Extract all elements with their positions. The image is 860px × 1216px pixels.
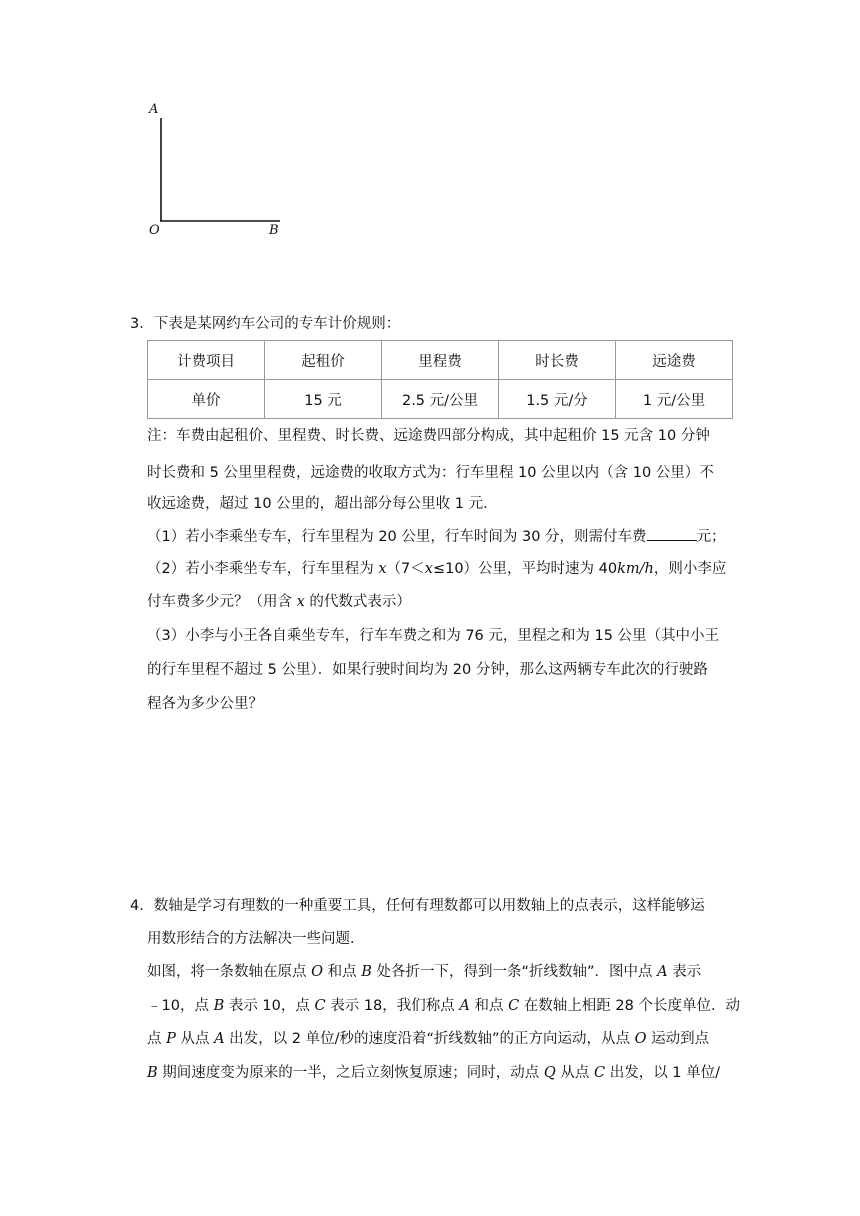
point-c: C — [314, 998, 326, 1014]
q4-text: 处各折一下，得到一条“折线数轴”．图中点 — [371, 964, 658, 980]
q3-part-2-line-1 — [147, 559, 726, 579]
q4-line-5 — [147, 1029, 709, 1049]
fee-cell: 15 元 — [265, 380, 382, 419]
q4-text: 表示 18，我们称点 — [325, 998, 460, 1014]
point-c: C — [593, 1065, 606, 1081]
point-a: A — [657, 964, 668, 980]
point-p: P — [166, 1031, 176, 1047]
q4-text: 点 — [147, 1031, 167, 1047]
fee-table-header-row — [148, 341, 733, 380]
fee-header-cell: 时长费 — [499, 341, 616, 380]
fee-header-cell: 远途费 — [616, 341, 733, 380]
point-b: B — [213, 998, 225, 1014]
q3-note-line-2: 时长费和 5 公里里程费，远途费的收取方式为：行车里程 10 公里以内（含 10 公里）不 — [147, 465, 714, 481]
fee-header-cell: 里程费 — [382, 341, 499, 380]
q3-part-3-line-2: 的行车里程不超过 5 公里）．如果行驶时间均为 20 分钟，那么这两辆专车此次的行驶路 — [147, 662, 708, 678]
q4-text: 表示 — [667, 964, 702, 980]
q4-text: 如图，将一条数轴在原点 — [147, 964, 312, 980]
q4-text: 运动到点 — [646, 1031, 710, 1047]
fee-cell: 1 元/公里 — [616, 380, 733, 419]
q3-note-line-3: 收远途费，超过 10 公里的，超出部分每公里收 1 元． — [147, 496, 498, 512]
fee-cell: 单价 — [148, 380, 265, 419]
q3-part-2-text: （2）若小李乘坐专车，行车里程为 — [147, 561, 379, 577]
point-q: Q — [543, 1065, 556, 1081]
point-a: A — [214, 1031, 225, 1047]
point-c: C — [508, 998, 520, 1014]
unit-kmh: km/h — [617, 561, 654, 577]
q4-text: 和点 — [323, 964, 362, 980]
q3-part-1-unit: 元； — [696, 529, 726, 545]
q4-text: 从点 — [175, 1031, 215, 1047]
point-o: O — [311, 964, 323, 980]
q3-part-3-line-3: 程各为多少公里？ — [147, 696, 263, 712]
q3-title: 3．下表是某网约车公司的专车计价规则： — [130, 316, 401, 332]
q4-text: ﹣10，点 — [147, 998, 214, 1014]
q3-part-2-text: ≤10）公里，平均时速为 40 — [432, 561, 618, 577]
q3-part-2-text: 付车费多少元？（用含 — [147, 594, 297, 610]
label-a: A — [149, 102, 159, 117]
q4-line-6 — [147, 1063, 720, 1083]
q4-line-4 — [147, 996, 740, 1016]
q4-line-3 — [147, 962, 701, 982]
q3-part-1-text: （1）若小李乘坐专车，行车里程为 20 公里，行车时间为 30 分，则需付车费 — [147, 529, 647, 545]
label-b: B — [269, 223, 279, 238]
var-x: x — [378, 561, 387, 577]
fee-table-row — [148, 380, 733, 419]
var-x: x — [296, 594, 305, 610]
point-a: A — [459, 998, 470, 1014]
label-o: O — [149, 223, 160, 238]
fee-header-cell: 计费项目 — [148, 341, 265, 380]
fee-cell: 2.5 元/公里 — [382, 380, 499, 419]
point-b: B — [361, 964, 372, 980]
q4-text: 期间速度变为原来的一半，之后立刻恢复原速；同时，动点 — [157, 1065, 544, 1081]
q4-text: 和点 — [469, 998, 509, 1014]
angle-figure — [140, 98, 300, 248]
q4-text: 在数轴上相距 28 个长度单位．动 — [519, 998, 740, 1014]
q3-part-2-text: （7＜ — [386, 561, 425, 577]
q4-text: 表示 10，点 — [224, 998, 315, 1014]
fee-cell: 1.5 元/分 — [499, 380, 616, 419]
q4-line-1: 4．数轴是学习有理数的一种重要工具，任何有理数都可以用数轴上的点表示，这样能够运 — [130, 898, 705, 914]
fee-table — [147, 340, 733, 419]
q3-part-2-text: ，则小李应 — [653, 561, 727, 577]
q3-note-line-1: 注：车费由起租价、里程费、时长费、远途费四部分构成，其中起租价 15 元含 10 分钟 — [147, 428, 710, 444]
q3-part-1 — [147, 526, 726, 547]
q3-part-3-line-1: （3）小李与小王各自乘坐专车，行车车费之和为 76 元，里程之和为 15 公里（其中小王 — [147, 628, 720, 644]
point-b: B — [147, 1065, 158, 1081]
fee-header-cell: 起租价 — [265, 341, 382, 380]
answer-blank[interactable] — [647, 526, 697, 541]
var-x: x — [424, 561, 433, 577]
q4-line-2: 用数形结合的方法解决一些问题． — [147, 931, 365, 947]
point-o: O — [634, 1031, 647, 1047]
q4-text: 出发，以 2 单位/秒的速度沿着“折线数轴”的正方向运动，从点 — [224, 1031, 635, 1047]
q4-text: 出发，以 1 单位/ — [605, 1065, 721, 1081]
q3-part-2-line-2 — [147, 592, 411, 612]
q4-text: 从点 — [555, 1065, 594, 1081]
q3-part-2-text: 的代数式表示） — [304, 594, 411, 610]
